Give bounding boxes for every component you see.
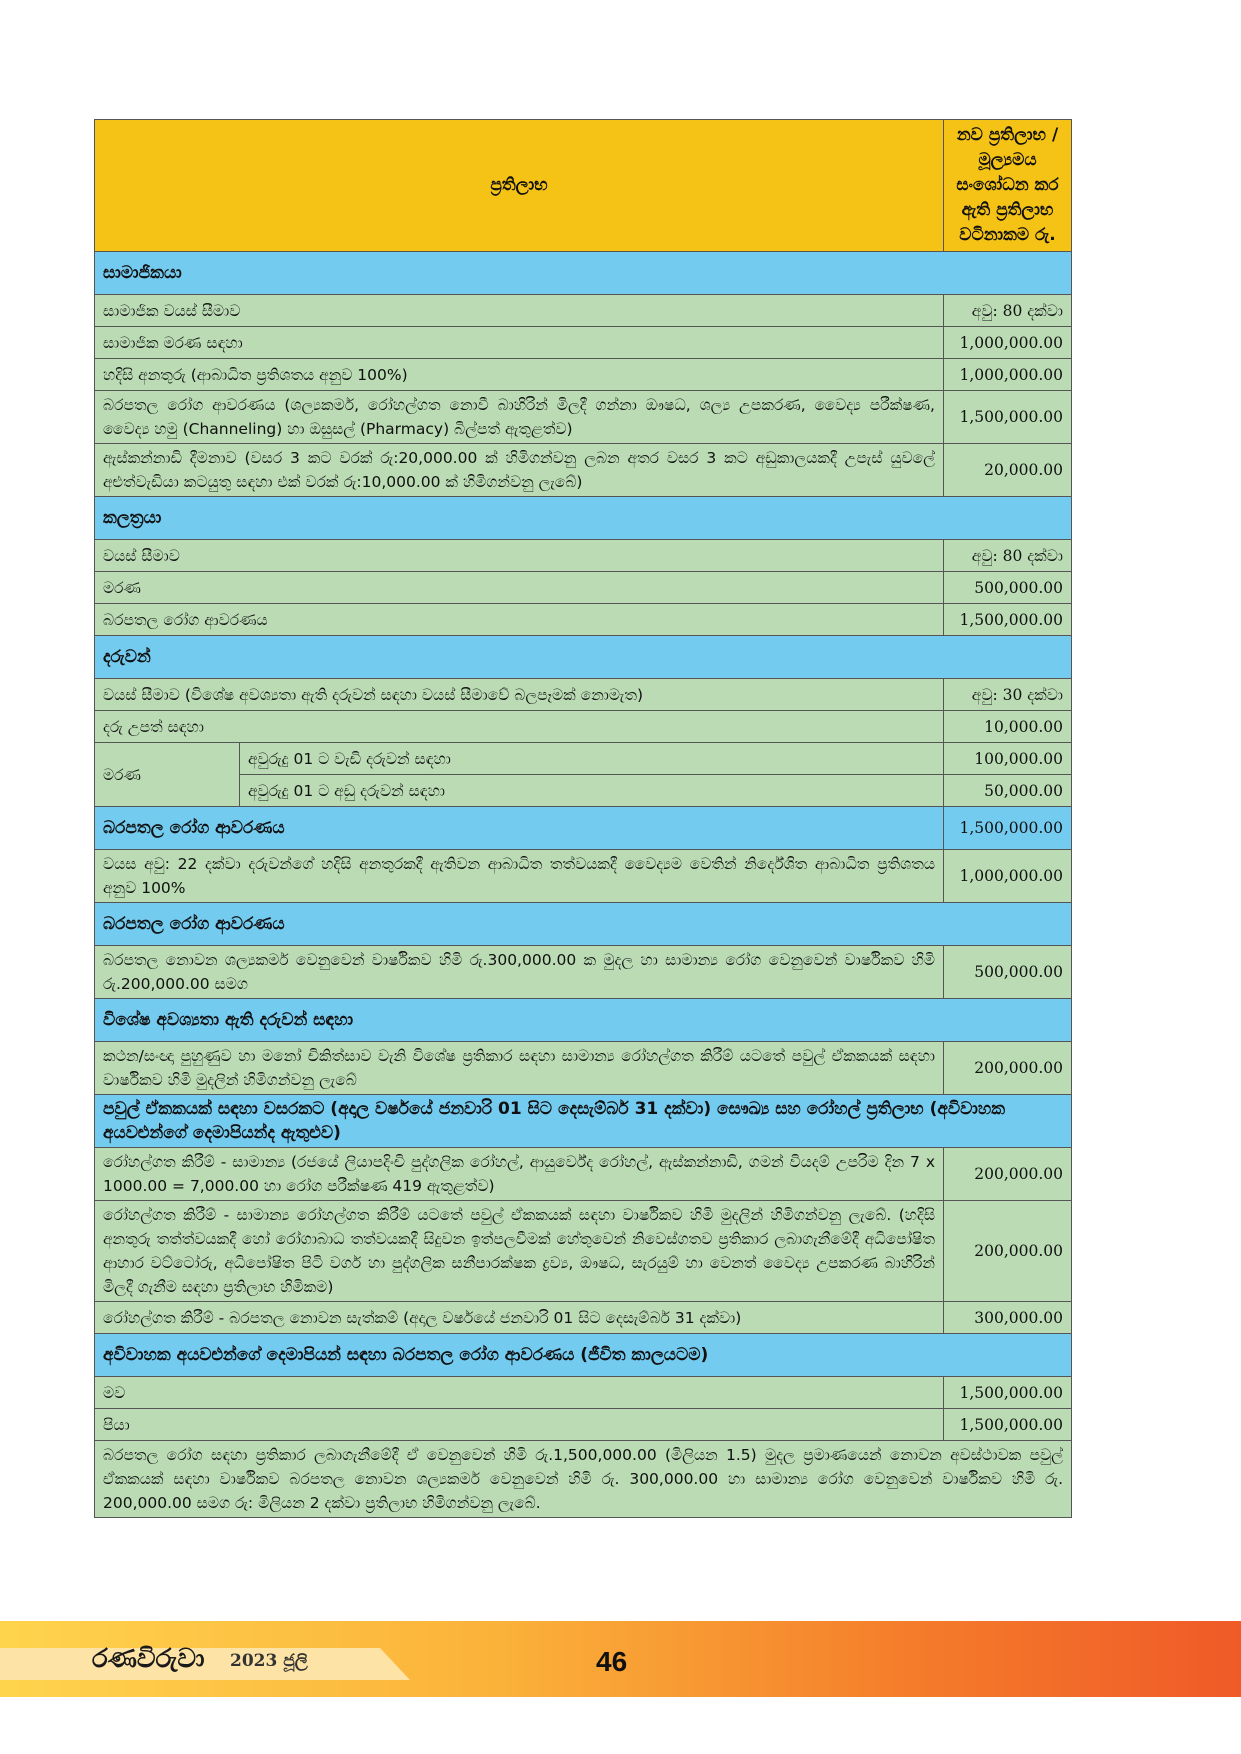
row-value: 200,000.00	[944, 1042, 1072, 1095]
table-row	[95, 850, 1072, 903]
row-label: දරු උපත් සඳහා	[95, 711, 944, 743]
section-header	[95, 1095, 1072, 1148]
row-value: 1,500,000.00	[944, 391, 1072, 444]
row-value: 200,000.00	[944, 1148, 1072, 1201]
section-header	[95, 252, 1072, 295]
footnote: බරපතල රෝග සඳහා ප්‍රතිකාර ලබාගැනීමේදී ඒ වෙනුවෙන් හිමි රු.1,500,000.00 (මිලියන 1.5) මුදල ප්‍රමාණයෙන් නොවන අවස්ථාවක පවුල් ඒකකයක් සඳහා වාර්ෂිකව බරපතල නොවන ශල්‍යකර්ම වෙනුවෙන් හිමි රු. 300,000.00 හා සාමාන්‍ය රෝග වෙනුවෙන් වාර්ෂිකව හිමි රු. 200,000.00 සමග රු: මිලියන 2 දක්වා ප්‍රතිලාභ හිමිගන්වනු ලැබේ.	[95, 1441, 1072, 1518]
row-value: 500,000.00	[944, 572, 1072, 604]
footer-tab	[0, 1648, 410, 1680]
table-row	[95, 1441, 1072, 1518]
section-header	[95, 903, 1072, 946]
table-row	[95, 359, 1072, 391]
row-label: පියා	[95, 1409, 944, 1441]
row-label: හදිසි අනතුරු (ආබාධිත ප්‍රතිශතය අනුව 100%)	[95, 359, 944, 391]
row-value: 300,000.00	[944, 1302, 1072, 1334]
row-value: 500,000.00	[944, 946, 1072, 999]
section-title: බරපතල රෝග ආවරණය	[95, 807, 944, 850]
row-label: කථන/සංඥා පුහුණුව හා මනෝ චිකිත්සාව වැනි විශේෂ ප්‍රතිකාර සඳහා සාමාන්‍ය රෝහල්ගත කිරීම් යටතේ පවුල් ඒකකයක් සඳහා වාර්ෂිකව හිමි මුදලින් හිමිගන්වනු ලැබේ	[95, 1042, 944, 1095]
row-value: 1,000,000.00	[944, 359, 1072, 391]
table-row	[95, 391, 1072, 444]
row-value: 1,500,000.00	[944, 1377, 1072, 1409]
section-title: සාමාජිකයා	[95, 252, 1072, 295]
header-amount: නව ප්‍රතිලාභ /මූල්‍යමය සංශෝධන කර ඇති ප්‍රතිලාභ වටිනාකම රු.	[944, 120, 1072, 252]
row-label: වයස් සීමාව (විශේෂ අවශ්‍යතා ඇති දරුවන් සඳහා වයස් සීමාවේ බලපෑමක් නොමැත)	[95, 679, 944, 711]
table-row	[95, 295, 1072, 327]
table-row	[95, 775, 1072, 807]
row-label: බරපතල නොවන ශල්‍යකර්ම වෙනුවෙන් වාර්ෂිකව හිමි රු.300,000.00 ක මුදල හා සාමාන්‍ය රෝග වෙනුවෙන් වාර්ෂිකව හිමි රු.200,000.00 සමග	[95, 946, 944, 999]
table-row	[95, 743, 1072, 775]
row-label: බරපතල රෝග ආවරණය (ශල්‍යකර්ම, රෝහල්ගත නොවී බාහිරින් මිලදී ගන්නා ඖෂධ, ශල්‍ය උපකරණ, වෛද්‍ය පරීක්ෂණ, වෛද්‍ය හමු (Channeling) හා ඔසුසල් (Pharmacy) බිල්පත් ඇතුළත්ව)	[95, 391, 944, 444]
table-row	[95, 711, 1072, 743]
table-row	[95, 604, 1072, 636]
row-label: මව	[95, 1377, 944, 1409]
section-title: දරුවන්	[95, 636, 1072, 679]
section-header	[95, 636, 1072, 679]
table-header	[95, 120, 1072, 252]
table-row	[95, 444, 1072, 497]
row-value: 1,500,000.00	[944, 604, 1072, 636]
row-label: රෝහල්ගත කිරීම් - සාමාන්‍ය (රජයේ ලියාපදිංචි පුද්ගලික රෝහල්, ආයුර්වේද රෝහල්, ඇස්කන්නාඩි, ගමන් වියදම් උපරිම දින 7 x 1000.00 = 7,000.00 හා රෝග පරීක්ෂණ 419 ඇතුළත්ව)	[95, 1148, 944, 1201]
table-row	[95, 572, 1072, 604]
row-value: අවු: 80 දක්වා	[944, 295, 1072, 327]
table-row	[95, 1377, 1072, 1409]
table-row	[95, 1302, 1072, 1334]
row-label: බරපතල රෝග ආවරණය	[95, 604, 944, 636]
row-label: සාමාජික මරණ සඳහා	[95, 327, 944, 359]
row-value: 50,000.00	[944, 775, 1072, 807]
magazine-logo: රණවිරුවා	[92, 1644, 205, 1674]
row-value: අවු: 30 දක්වා	[944, 679, 1072, 711]
table-row	[95, 540, 1072, 572]
section-header	[95, 1334, 1072, 1377]
row-value: 20,000.00	[944, 444, 1072, 497]
section-title: අවිවාහක අයවළුන්ගේ දෙමාපියන් සඳහා බරපතල රෝග ආවරණය (ජීවිත කාලයටම)	[95, 1334, 1072, 1377]
row-label: අවුරුදු 01 ට වැඩි දරුවන් සඳහා	[240, 743, 944, 775]
section-header	[95, 497, 1072, 540]
benefits-table	[94, 119, 1072, 1518]
page-number: 46	[596, 1646, 628, 1677]
row-label: මරණ	[95, 572, 944, 604]
row-label: අවුරුදු 01 ට අඩු දරුවන් සඳහා	[240, 775, 944, 807]
table-row	[95, 1042, 1072, 1095]
row-value: 10,000.00	[944, 711, 1072, 743]
row-value: 1,000,000.00	[944, 327, 1072, 359]
table-row	[95, 1148, 1072, 1201]
row-label: වයස අවු: 22 දක්වා දරුවන්ගේ හදිසි අනතුරකදී ඇතිවන ආබාධිත තත්වයකදී වෛද්‍යම වෙතින් නිර්දේශිත ආබාධිත ප්‍රතිශතය අනුව 100%	[95, 850, 944, 903]
section-header	[95, 807, 1072, 850]
row-value: 100,000.00	[944, 743, 1072, 775]
section-value: 1,500,000.00	[944, 807, 1072, 850]
row-label: රෝහල්ගත කිරීම් - සාමාන්‍ය රෝහල්ගත කිරීම් යටතේ පවුල් ඒකකයක් සඳහා වාර්ෂිකව හිමි මුදලින් හිමිගන්වනු ලැබේ. (හදිසි අනතුරු තත්ත්වයකදී හෝ රෝගාබාධ තත්වයකදී සිදුවන ඉත්පලවීමක් හේතුවෙන් නිවෙස්ගතව ප්‍රතිකාර ලබාගැනීමේදී අධිපෝෂිත ආහාර වට්ටෝරු, අධිපෝෂිත පිටි වර්ග හා පුද්ගලික සනීපාරක්ෂක ද්‍රව්‍ය, ඖෂධ, සැරයුම් හා වෙනත් වෛද්‍ය උපකරණ බාහිරින් මිලදී ගැනීම සඳහා ප්‍රතිලාභ හිමිකම)	[95, 1201, 944, 1302]
row-value: 1,500,000.00	[944, 1409, 1072, 1441]
row-label: ඇස්කන්නාඩි දීමනාව (වසර 3 කට වරක් රු:20,000.00 ක් හිමිගන්වනු ලබන අතර වසර 3 කට අඩුකාලයකදී උපැස් යුවලේ අළුත්වැඩියා කටයුතු සඳහා එක් වරක් රු:10,000.00 ක් හිමිගන්වනු ලැබේ)	[95, 444, 944, 497]
table-row	[95, 1409, 1072, 1441]
row-value: අවු: 80 දක්වා	[944, 540, 1072, 572]
section-title: පවුල් ඒකකයක් සඳහා වසරකට (අදාල වර්ෂයේ ජනවාරි 01 සිට දෙසැම්බර් 31 දක්වා) සෞඛ්‍ය සහ රෝහල් ප්‍රතිලාභ (අවිවාහක අයවළුන්ගේ දෙමාපියන්ද ඇතුළුව)	[95, 1095, 1072, 1148]
row-value: 200,000.00	[944, 1201, 1072, 1302]
section-title: කලත්‍රයා	[95, 497, 1072, 540]
row-label: වයස් සීමාව	[95, 540, 944, 572]
section-title: විශේෂ අවශ්‍යතා ඇති දරුවන් සඳහා	[95, 999, 1072, 1042]
table-row	[95, 1201, 1072, 1302]
section-header	[95, 999, 1072, 1042]
table-row	[95, 946, 1072, 999]
death-label: මරණ	[95, 743, 240, 807]
table-row	[95, 327, 1072, 359]
row-value: 1,000,000.00	[944, 850, 1072, 903]
row-label: රෝහල්ගත කිරීම් - බරපතල නොවන සැත්කම් (අදාල වර්ෂයේ ජනවාරි 01 සිට දෙසැම්බර් 31 දක්වා)	[95, 1302, 944, 1334]
row-label: සාමාජික වයස් සීමාව	[95, 295, 944, 327]
issue-date: 2023 ජූලි	[230, 1651, 308, 1671]
header-benefit: ප්‍රතිලාභ	[95, 120, 944, 252]
section-title: බරපතල රෝග ආවරණය	[95, 903, 1072, 946]
table-row	[95, 679, 1072, 711]
